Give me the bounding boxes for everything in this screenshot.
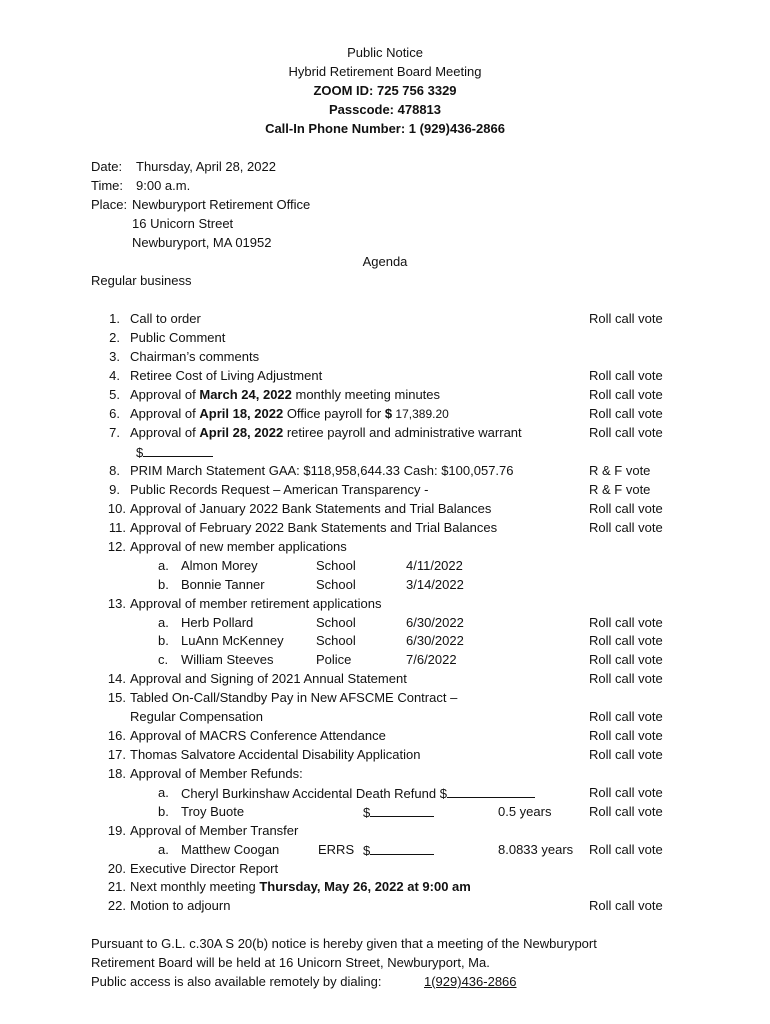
time-label: Time: [91, 178, 124, 193]
agenda-item-text: Retiree Cost of Living Adjustment [130, 368, 323, 383]
vote-type: Roll call vote [589, 520, 663, 535]
item-text-part: Approval of [130, 387, 200, 402]
agenda-item-text: Motion to adjourn [130, 898, 231, 913]
item-number: 9. [109, 482, 120, 497]
regular-business-heading: Regular business [91, 273, 192, 288]
refund-description [181, 783, 535, 803]
payroll-amount: 17,389.20 [392, 407, 449, 421]
member-department: School [316, 558, 356, 573]
place-label: Place: [91, 197, 128, 212]
item-number: 16. [107, 728, 126, 743]
vote-type: Roll call vote [589, 387, 663, 402]
vote-type: Roll call vote [589, 615, 663, 630]
sub-item-letter: c. [158, 652, 169, 667]
agenda-item-text: Public Records Request – American Transparency - [130, 482, 429, 497]
item-number: 11. [108, 520, 126, 535]
sub-item-letter: a. [158, 558, 169, 573]
member-name: Almon Morey [181, 558, 258, 573]
member-date: 4/11/2022 [406, 558, 463, 573]
zoom-id: ZOOM ID: 725 756 3329 [313, 83, 457, 98]
member-date: 6/30/2022 [406, 633, 464, 648]
dial-in-phone-link[interactable]: 1(929)436-2866 [424, 974, 517, 989]
next-meeting-date: Thursday, May 26, 2022 at 9:00 am [259, 879, 471, 894]
agenda-item-text: Tabled On-Call/Standby Pay in New AFSCME Contract – [130, 690, 458, 705]
member-date: 6/30/2022 [406, 615, 464, 630]
vote-type: Roll call vote [589, 425, 663, 440]
item-text-part: Approval of [130, 425, 200, 440]
agenda-item-text: Approval of Member Refunds: [130, 766, 303, 781]
member-name: William Steeves [181, 652, 274, 667]
time-value: 9:00 a.m. [136, 178, 191, 193]
notice-title: Public Notice [347, 45, 423, 60]
vote-type: R & F vote [589, 482, 651, 497]
vote-type: Roll call vote [589, 368, 663, 383]
vote-type: Roll call vote [589, 652, 663, 667]
service-years: 0.5 years [498, 804, 552, 819]
agenda-item-text [130, 423, 522, 442]
agenda-item-text: Executive Director Report [130, 861, 279, 876]
agenda-item-text: Approval of February 2022 Bank Statements and Trial Balances [130, 520, 498, 535]
member-department: ERRS [318, 842, 355, 857]
item-number: 13. [107, 596, 126, 611]
item-number: 7. [109, 425, 120, 440]
address-line-1: 16 Unicorn Street [132, 216, 234, 231]
address-line-2: Newburyport, MA 01952 [132, 235, 272, 250]
date-label: Date: [91, 159, 123, 174]
item-number: 15. [107, 690, 126, 705]
blank-line [370, 802, 434, 817]
vote-type: Roll call vote [589, 671, 663, 686]
item-text-part: retiree payroll and administrative warrant [283, 425, 522, 440]
item-number: 10. [107, 501, 126, 516]
dollar-sign: $ [363, 805, 371, 820]
footer-notice-line-2: Retirement Board will be held at 16 Unicorn Street, Newburyport, Ma. [91, 955, 490, 970]
member-date: 7/6/2022 [406, 652, 457, 667]
agenda-item-text: PRIM March Statement GAA: $118,958,644.33 Cash: $100,057.76 [130, 463, 514, 478]
item-number: 2. [109, 330, 120, 345]
member-name: Herb Pollard [181, 615, 254, 630]
member-name: Bonnie Tanner [181, 577, 265, 592]
item-date-bold: April 28, 2022 [199, 425, 284, 440]
blank-line [143, 442, 213, 457]
agenda-item-text: Approval of member retirement applications [130, 596, 382, 611]
warrant-amount-blank [136, 442, 213, 462]
agenda-item-text: Approval of Member Transfer [130, 823, 299, 838]
item-number: 14. [107, 671, 126, 686]
dollar-sign: $ [136, 445, 144, 460]
item-number: 22. [107, 898, 126, 913]
item-number: 18. [107, 766, 126, 781]
member-name: LuAnn McKenney [181, 633, 284, 648]
agenda-item-text: Approval and Signing of 2021 Annual Statement [130, 671, 407, 686]
vote-type: Roll call vote [589, 311, 663, 326]
agenda-item-text: Public Comment [130, 330, 226, 345]
dollar-sign: $ [363, 843, 371, 858]
footer-notice-line-3: Public access is also available remotely by dialing: [91, 974, 382, 989]
sub-item-letter: b. [158, 577, 169, 592]
blank-line [447, 783, 535, 798]
member-name: Cheryl Burkinshaw Accidental Death Refund $ [181, 786, 447, 801]
agenda-item-text [130, 385, 440, 404]
vote-type: Roll call vote [589, 842, 663, 857]
agenda-item-text: Approval of new member applications [130, 539, 347, 554]
vote-type: Roll call vote [589, 728, 663, 743]
date-value: Thursday, April 28, 2022 [136, 159, 276, 174]
sub-item-letter: b. [158, 804, 169, 819]
member-date: 3/14/2022 [406, 577, 464, 592]
agenda-item-text: Call to order [130, 311, 201, 326]
item-date-bold: April 18, 2022 [199, 406, 284, 421]
sub-item-letter: a. [158, 785, 169, 800]
member-department: School [316, 615, 356, 630]
passcode: Passcode: 478813 [328, 102, 442, 117]
item-number: 8. [109, 463, 120, 478]
member-department: School [316, 577, 356, 592]
item-number: 5. [109, 387, 120, 402]
refund-amount-blank [363, 802, 434, 822]
member-name: Troy Buote [181, 804, 245, 819]
vote-type: Roll call vote [589, 406, 663, 421]
item-number: 1. [109, 311, 120, 326]
item-number: 3. [109, 349, 120, 364]
item-text-part: monthly meeting minutes [291, 387, 441, 402]
agenda-item-text: Chairman’s comments [130, 349, 260, 364]
vote-type: Roll call vote [589, 785, 663, 800]
service-years: 8.0833 years [498, 842, 574, 857]
agenda-item-text [130, 404, 449, 424]
item-text-part: Next monthly meeting [130, 879, 260, 894]
member-department: School [316, 633, 356, 648]
vote-type: Roll call vote [589, 501, 663, 516]
item-number: 21. [107, 879, 126, 894]
sub-item-letter: a. [158, 842, 169, 857]
item-number: 20. [107, 861, 126, 876]
vote-type: Roll call vote [589, 898, 663, 913]
item-date-bold: March 24, 2022 [199, 387, 292, 402]
vote-type: Roll call vote [589, 804, 663, 819]
item-number: 6. [109, 406, 120, 421]
call-in-number: Call-In Phone Number: 1 (929)436-2866 [265, 121, 505, 136]
vote-type: R & F vote [589, 463, 651, 478]
footer-notice-line-1: Pursuant to G.L. c.30A S 20(b) notice is hereby given that a meeting of the Newburyport [91, 936, 597, 951]
item-text-part: Approval of [130, 406, 200, 421]
transfer-amount-blank [363, 840, 434, 860]
vote-type: Roll call vote [589, 709, 663, 724]
vote-type: Roll call vote [589, 633, 663, 648]
agenda-item-text: Approval of January 2022 Bank Statements and Trial Balances [130, 501, 492, 516]
item-number: 12. [107, 539, 126, 554]
agenda-heading: Agenda [362, 254, 408, 269]
agenda-item-text [130, 877, 471, 896]
member-name: Matthew Coogan [181, 842, 280, 857]
item-number: 19. [107, 823, 126, 838]
item-number: 17. [107, 747, 126, 762]
item-text-part: Office payroll for [283, 406, 385, 421]
agenda-item-text-continued: Regular Compensation [130, 709, 263, 724]
sub-item-letter: a. [158, 615, 169, 630]
place-value: Newburyport Retirement Office [132, 197, 311, 212]
agenda-item-text: Approval of MACRS Conference Attendance [130, 728, 386, 743]
blank-line [370, 840, 434, 855]
sub-item-letter: b. [158, 633, 169, 648]
agenda-item-text: Thomas Salvatore Accidental Disability Application [130, 747, 421, 762]
vote-type: Roll call vote [589, 747, 663, 762]
item-number: 4. [109, 368, 120, 383]
meeting-title: Hybrid Retirement Board Meeting [288, 64, 482, 79]
dollar-sign: $ [384, 406, 393, 421]
member-department: Police [316, 652, 352, 667]
